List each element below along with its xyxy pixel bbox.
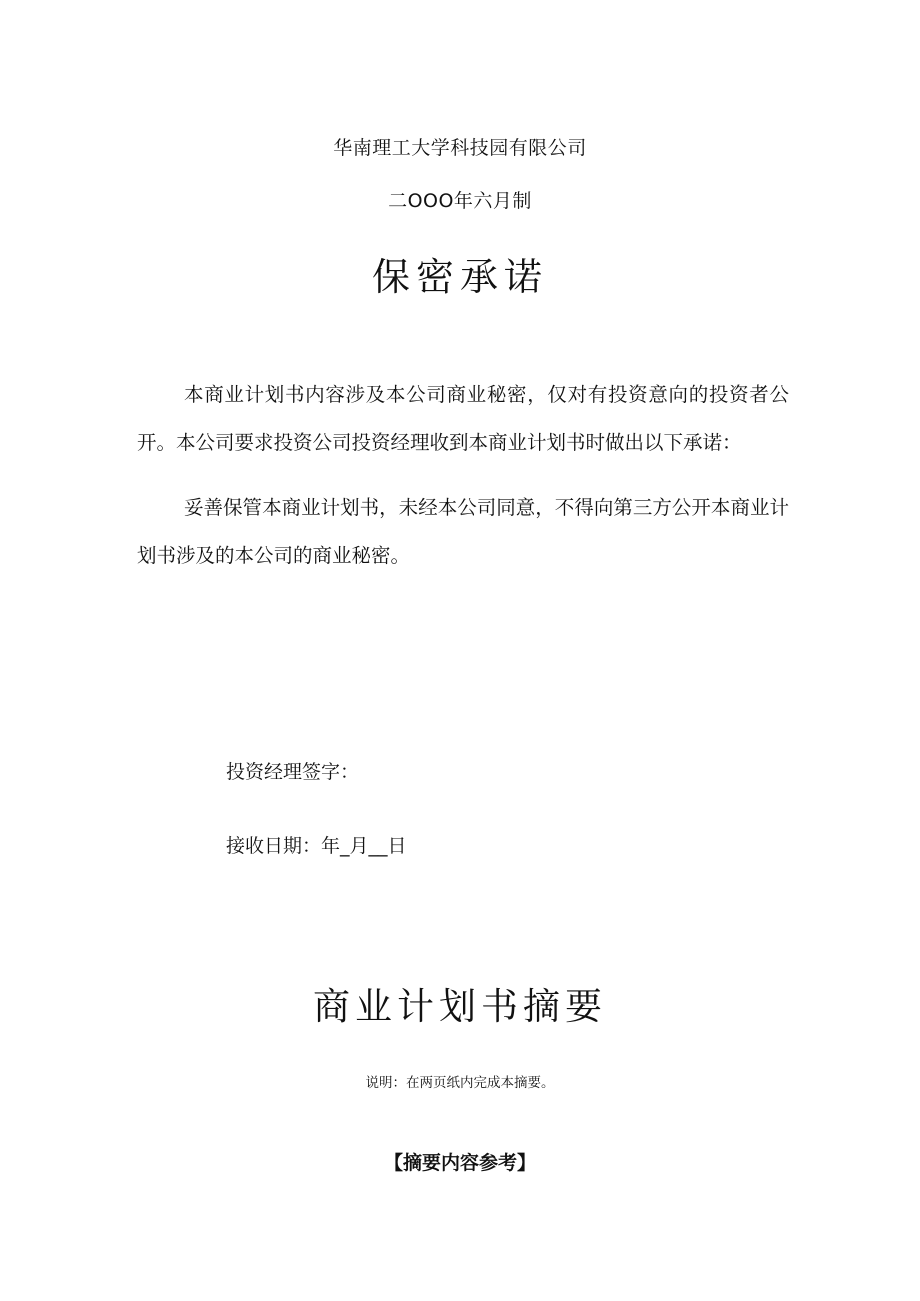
signature-label: 投资经理签字： xyxy=(226,761,360,783)
summary-note: 说明：在两页纸内完成本摘要。 xyxy=(365,1075,555,1091)
confidentiality-title: 保密承诺 xyxy=(371,255,548,299)
summary-reference-heading: 【摘要内容参考】 xyxy=(383,1152,536,1174)
date-made: 二OOO年六月制 xyxy=(388,190,532,212)
company-name: 华南理工大学科技园有限公司 xyxy=(333,137,587,159)
confidentiality-paragraph: 妥善保管本商业计划书，未经本公司同意，不得向第三方公开本商业计划书涉及的本公司的商业秘密。 xyxy=(137,496,789,567)
summary-title: 商业计划书摘要 xyxy=(313,985,607,1028)
received-date-label: 接收日期：年_月__日 xyxy=(226,835,407,857)
confidentiality-paragraph: 本商业计划书内容涉及本公司商业秘密，仅对有投资意向的投资者公开。本公司要求投资公司投资经理收到本商业计划书时做出以下承诺： xyxy=(137,383,789,454)
